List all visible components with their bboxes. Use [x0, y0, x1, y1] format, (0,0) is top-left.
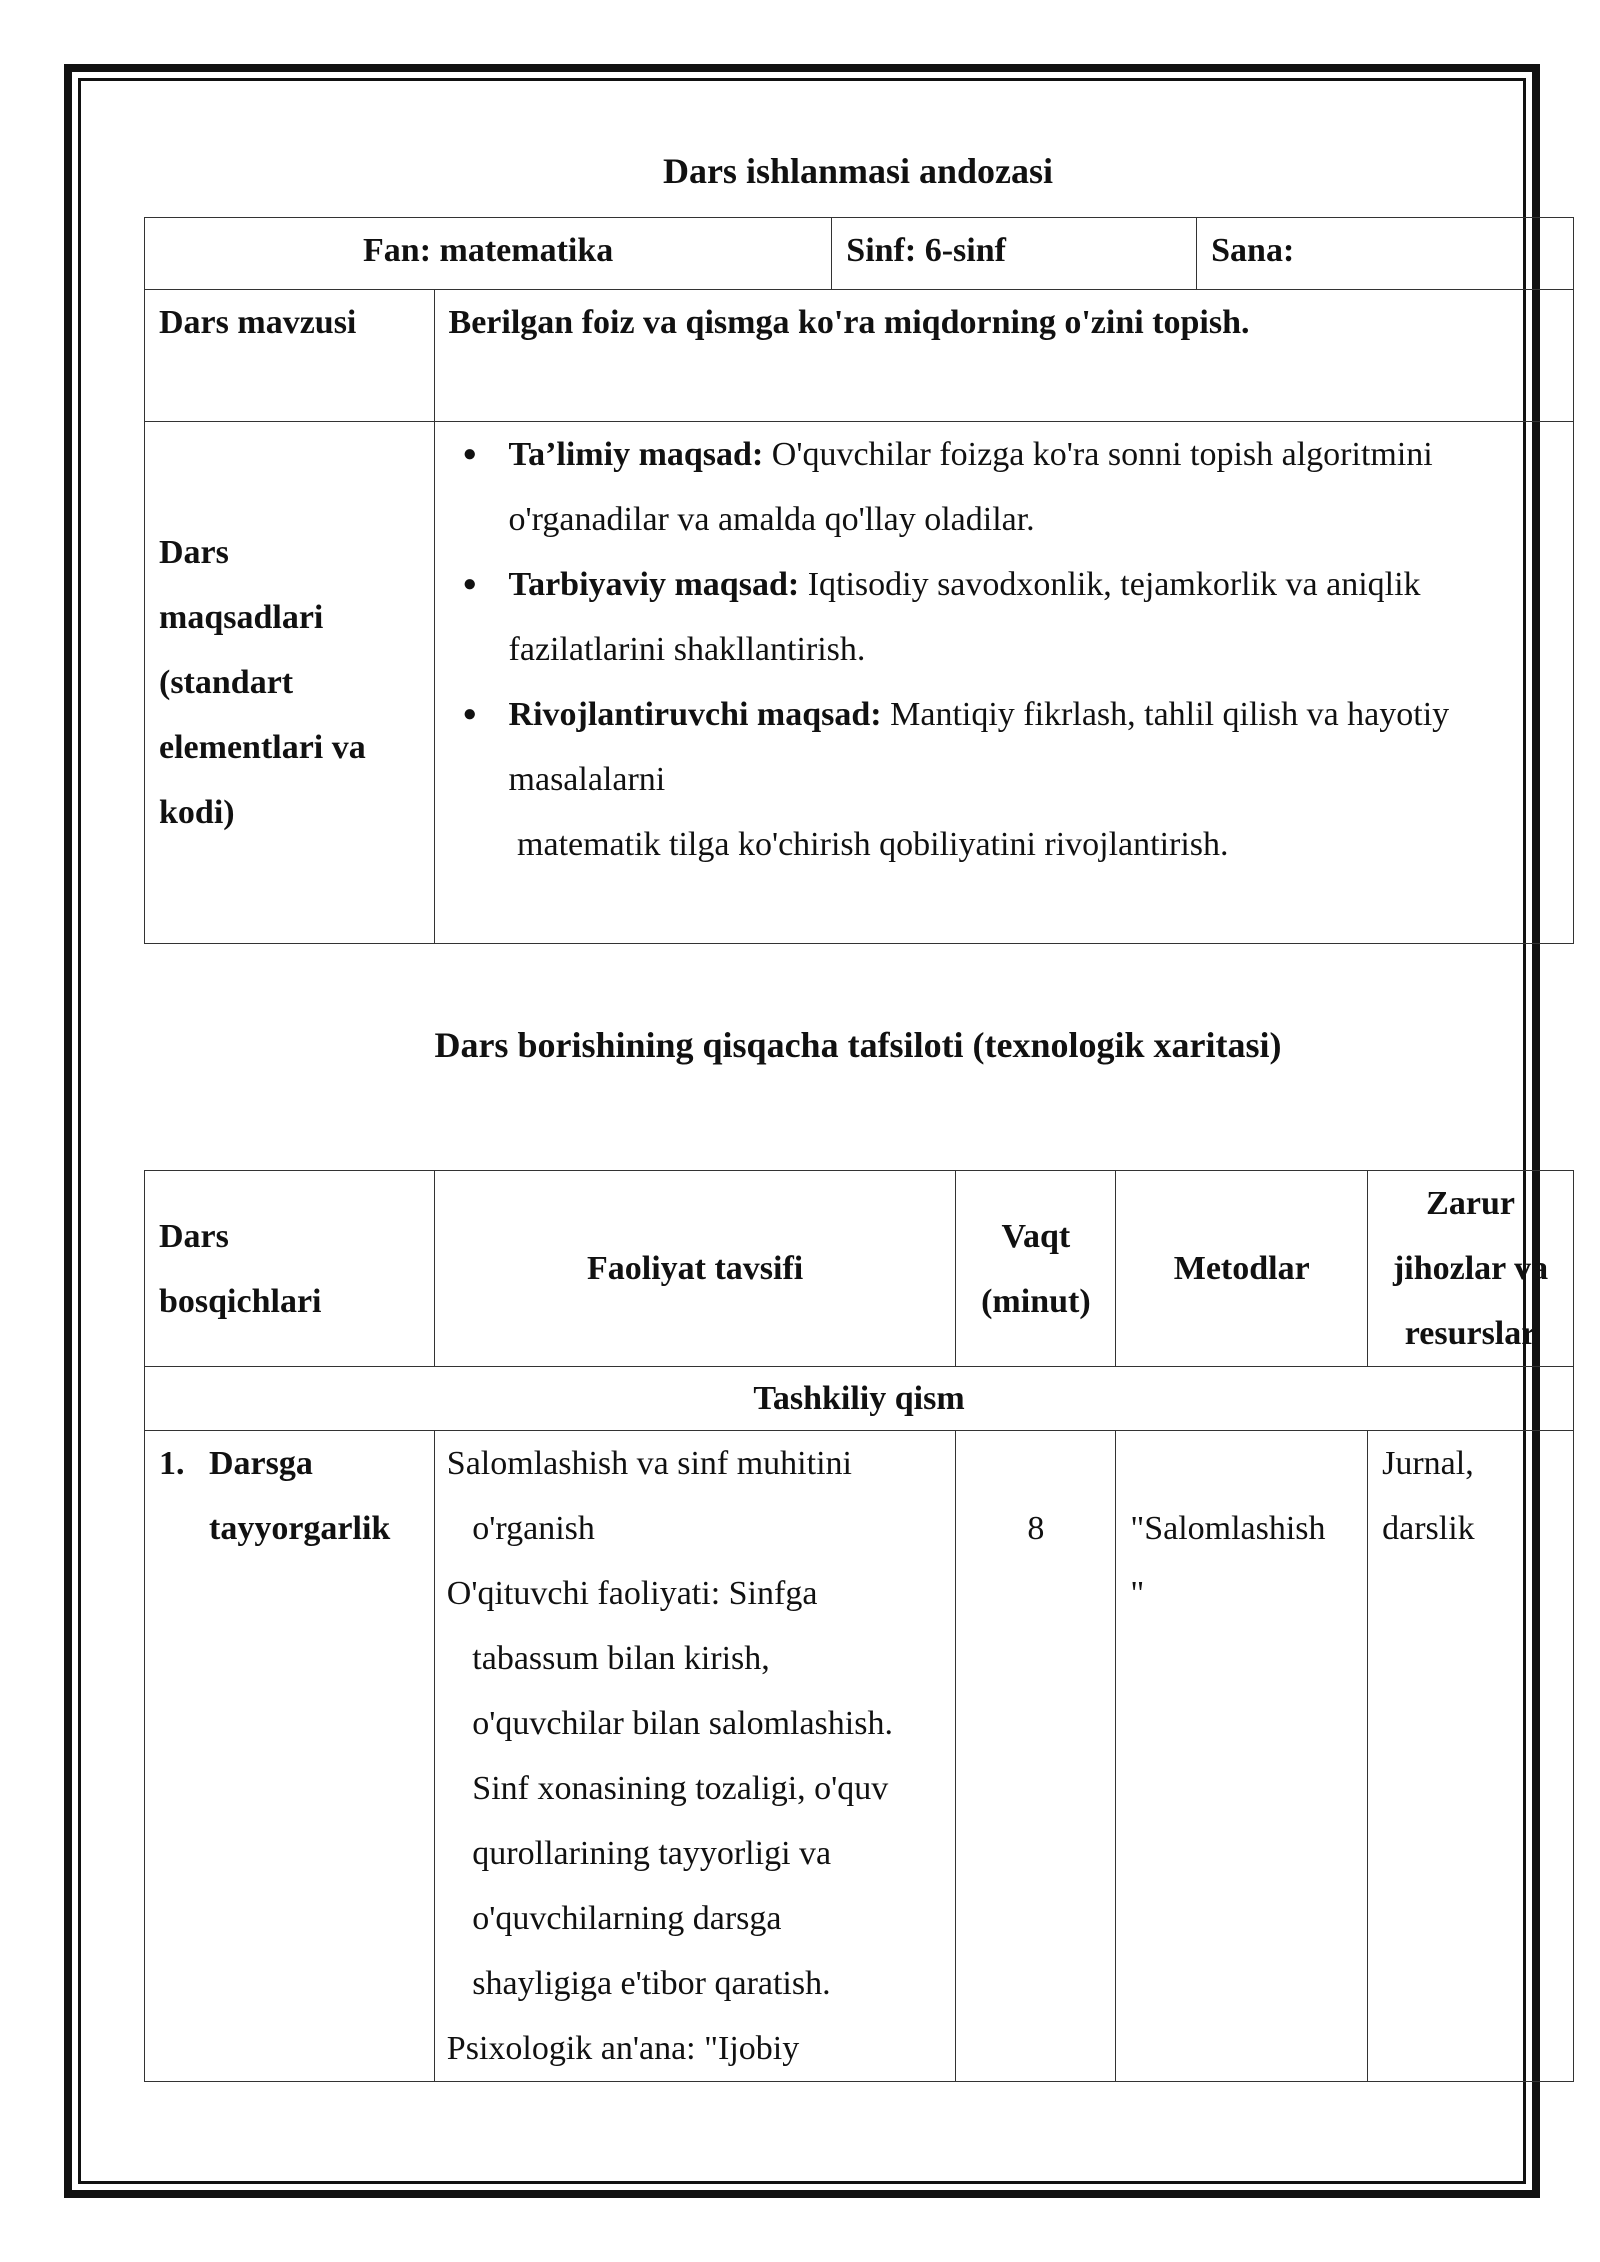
goal-item: ● Tarbiyaviy maqsad: Iqtisodiy savodxonlik, tejamkorlik va aniqlik fazilatlarini shakllantirish. [449, 552, 1559, 682]
date-cell: Sana: [1197, 218, 1574, 290]
lesson-info-table [144, 217, 1574, 944]
subject-cell: Fan: matematika [145, 218, 832, 290]
header-stages: Dars bosqichlari [145, 1171, 435, 1367]
goal-item: ● Ta’limiy maqsad: O'quvchilar foizga ko'ra sonni topish algoritmini o'rganadilar va amalda qo'llay oladilar. [449, 422, 1559, 552]
section-title: Dars borishining qisqacha tafsiloti (texnologik xaritasi) [434, 1025, 1282, 1065]
topic-value: Berilgan foiz va qismga ko'ra miqdorning o'zini topish. [434, 290, 1573, 422]
table-row-stage: 1. Darsga tayyorgarlik [145, 1431, 435, 2082]
topic-label: Dars mavzusi [145, 290, 435, 422]
header-activity: Faoliyat tavsifi [434, 1171, 956, 1367]
header-resources: Zarur jihozlar va resurslar [1368, 1171, 1574, 1367]
table-row-resources: Jurnal, darslik [1368, 1431, 1574, 2082]
section-row: Tashkiliy qism [145, 1367, 1574, 1431]
header-methods: Metodlar [1116, 1171, 1368, 1367]
lesson-plan-table [144, 1170, 1574, 2082]
table-row-methods: "Salomlashish " [1116, 1431, 1368, 2082]
goals-list [449, 422, 1559, 812]
header-time: Vaqt (minut) [956, 1171, 1116, 1367]
goal-extra-line: matematik tilga ko'chirish qobiliyatini rivojlantirish. [508, 826, 1229, 863]
grade-cell: Sinf: 6-sinf [832, 218, 1197, 290]
goals-content [434, 422, 1573, 944]
goal-item: ● Rivojlantiruvchi maqsad: Mantiqiy fikrlash, tahlil qilish va hayotiy masalalarni [449, 682, 1559, 812]
document-title: Dars ishlanmasi andozasi [662, 151, 1054, 191]
table-row-time: 8 [956, 1431, 1116, 2082]
table-row-activity: Salomlashish va sinf muhitini o'rganish O'qituvchi faoliyati: Sinfga tabassum bilan kirish, o'quvchilar bilan salomlashish. Sinf xonasining tozaligi, o'quv qurollarining tayyorligi va o'quvchilarning darsga shayligiga e'tibor qaratish. Psixologik an'ana: "Ijobiy [434, 1431, 956, 2082]
goals-label: Dars maqsadlari (standart elementlari va kodi) [145, 422, 435, 944]
